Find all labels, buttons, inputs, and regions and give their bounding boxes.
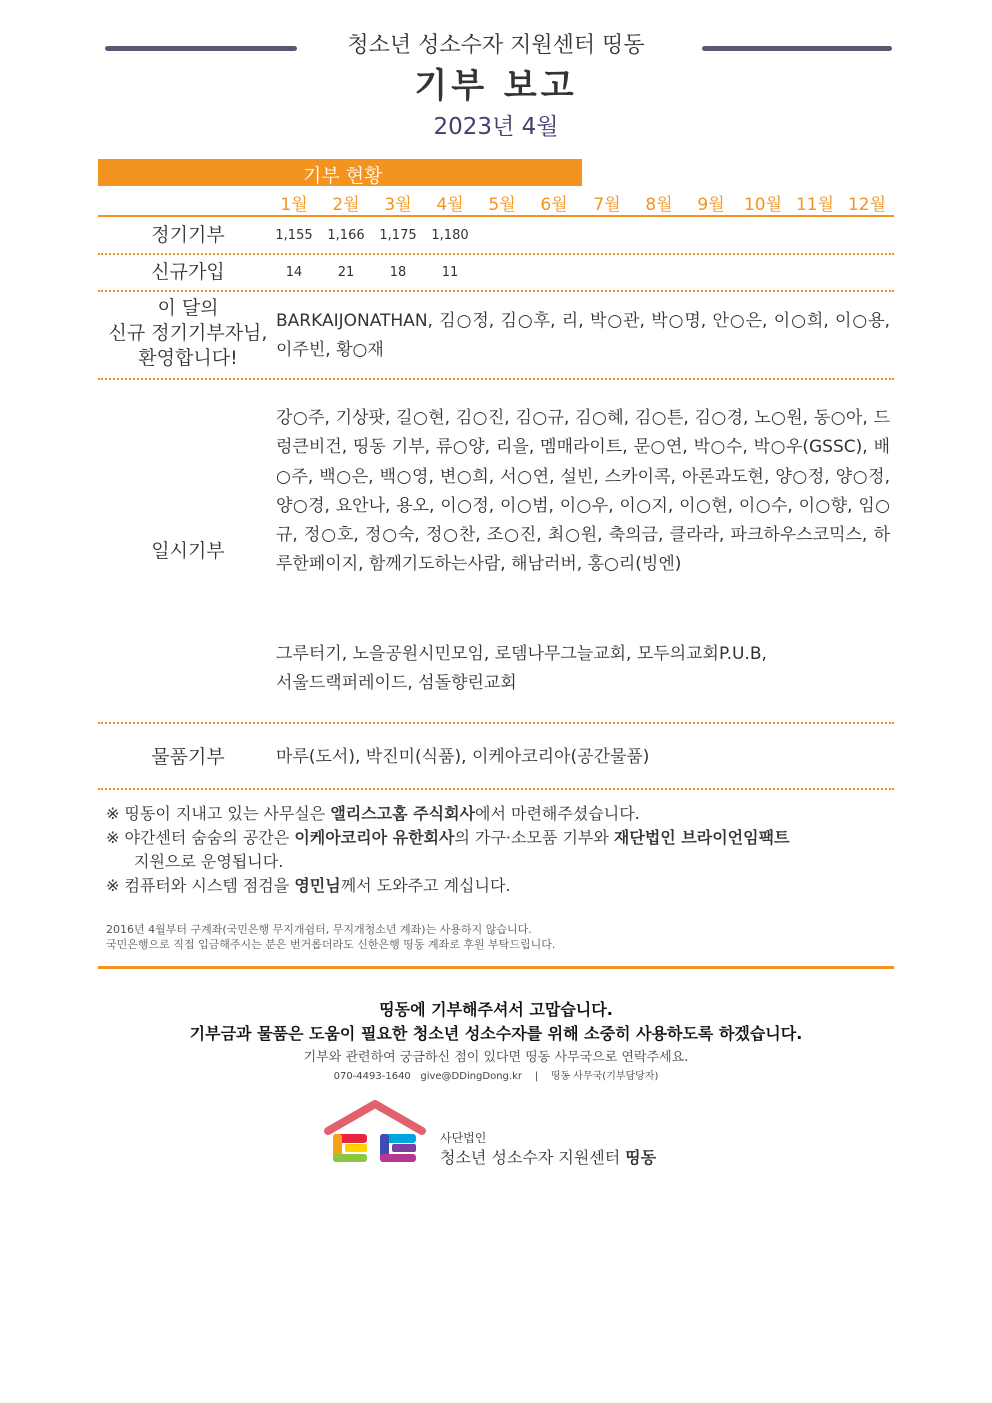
thanks-line-1: 띵동에 기부해주셔서 고맙습니다.	[379, 1000, 613, 1019]
page-title: 기부 보고	[414, 66, 578, 106]
thanks-line-2: 기부금과 물품은 도움이 필요한 청소년 성소수자를 위해 소중히 사용하도록 하겠습니다.	[189, 1024, 803, 1043]
note-office-text-end: 에서 마련해주셨습니다.	[475, 804, 640, 823]
regular-value-1: 1,155	[275, 228, 313, 243]
note-night-text: ※ 야간센터 숨숨의 공간은	[106, 828, 295, 847]
goods-text: 마루(도서), 박진미(식품), 이케아코리아(공간물품)	[276, 747, 650, 767]
regular-label: 정기기부	[151, 224, 225, 246]
table-top-rule	[98, 215, 894, 217]
month-10: 10월	[743, 195, 783, 215]
newjoin-value-1: 14	[285, 265, 303, 280]
welcome-label-line-1: 이 달의	[157, 297, 219, 319]
month-11: 11월	[795, 195, 835, 215]
welcome-label-line-3: 환영합니다!	[138, 347, 238, 369]
welcome-names: BARKAIJONATHAN, 김○정, 김○후, 리, 박○관, 박○명, 안○은, 이○희, 이○용, 이주빈, 황○재	[276, 311, 890, 361]
contact-details	[0, 1067, 992, 1082]
logo-title	[440, 1145, 656, 1168]
divider	[98, 290, 894, 292]
regular-value-3: 1,175	[379, 228, 417, 243]
office-dept: 띵동 사무국(기부담당자)	[550, 1071, 659, 1082]
divider	[98, 722, 894, 724]
month-2: 2월	[332, 195, 360, 215]
month-9: 9월	[697, 195, 725, 215]
note-night-text-mid: 의 가구·소모품 기부와	[454, 828, 614, 847]
newjoin-value-3: 18	[389, 265, 407, 280]
newjoin-value-2: 21	[337, 265, 355, 280]
month-1: 1월	[280, 195, 308, 215]
month-7: 7월	[593, 195, 621, 215]
month-12: 12월	[847, 195, 887, 215]
note-it-sponsor: 영민님	[294, 876, 341, 895]
regular-value-2: 1,166	[327, 228, 365, 243]
divider	[98, 788, 894, 790]
onetime-label: 일시기부	[151, 540, 225, 562]
account-notice-2: 국민은행으로 직접 입금해주시는 분은 번거롭더라도 신한은행 띵동 계좌로 후원 부탁드립니다.	[106, 938, 556, 951]
contact-line: 기부와 관련하여 궁금하신 점이 있다면 띵동 사무국으로 연락주세요.	[303, 1050, 689, 1065]
email-address: give@DDingDong.kr	[420, 1071, 522, 1082]
month-6: 6월	[540, 195, 568, 215]
welcome-label	[98, 296, 278, 371]
onetime-groups-line-1: 그루터기, 노을공원시민모임, 로뎀나무그늘교회, 모두의교회P.U.B,	[276, 644, 767, 664]
newjoin-value-4: 11	[441, 265, 459, 280]
note-office	[106, 802, 640, 826]
account-notice-1: 2016년 4월부터 구계좌(국민은행 무지개쉼터, 무지개청소년 계좌)는 사용하지 않습니다.	[106, 923, 532, 936]
newjoin-label: 신규가입	[151, 261, 225, 283]
footer-rule	[98, 966, 894, 969]
org-title: 청소년 성소수자 지원센터 띵동	[347, 33, 645, 58]
note-night-sponsor-1: 이케아코리아 유한회사	[294, 828, 455, 847]
note-night-center	[106, 826, 790, 850]
welcome-label-line-2: 신규 정기기부자님,	[108, 322, 268, 344]
report-period: 2023년 4월	[433, 114, 559, 140]
divider	[98, 253, 894, 255]
logo-title-text: 청소년 성소수자 지원센터	[440, 1148, 626, 1167]
note-it-support	[106, 874, 511, 898]
note-night-center-line-2: 지원으로 운영됩니다.	[134, 852, 284, 871]
regular-value-4: 1,180	[431, 228, 469, 243]
goods-label: 물품기부	[151, 746, 225, 768]
onetime-individuals: 강○주, 기상팟, 길○현, 김○진, 김○규, 김○혜, 김○튼, 김○경, 노○원, 동○아, 드렁큰비건, 띵동 기부, 류○양, 리을, 멤매라이트, 문○연, 박○수, 박○우(GSSC), 배○주, 백○은, 백○영, 변○희, 서○연, 설빈, 스카이콕, 아론과도현, 양○정, 양○정, 양○경, 요안나, 용오, 이○정, 이○범, 이○우, 이○지, 이○현, 이○수, 이○향, 임○규, 정○호, 정○숙, 정○찬, 조○진, 최○원, 축의금, 클라라, 파크하우스코믹스, 하루한페이지, 함께기도하는사람, 해남러버, 홍○리(빙엔)	[276, 408, 890, 575]
divider	[98, 378, 894, 380]
status-header-label: 기부 현황	[303, 165, 383, 187]
month-8: 8월	[645, 195, 673, 215]
separator: |	[534, 1071, 539, 1082]
onetime-groups-line-2: 서울드랙퍼레이드, 섬돌향린교회	[276, 673, 517, 693]
logo-title-brand: 띵동	[625, 1148, 657, 1167]
ddingdong-logo-icon	[322, 1098, 428, 1166]
note-night-sponsor-2: 재단법인 브라이언임팩트	[613, 828, 790, 847]
note-it-text-end: 께서 도와주고 계십니다.	[340, 876, 511, 895]
phone-number: 070-4493-1640	[333, 1071, 411, 1082]
month-3: 3월	[384, 195, 412, 215]
note-it-text: ※ 컴퓨터와 시스템 점검을	[106, 876, 295, 895]
note-office-sponsor: 앨리스고홈 주식회사	[330, 804, 475, 823]
month-4: 4월	[436, 195, 464, 215]
month-5: 5월	[488, 195, 516, 215]
logo-subtitle: 사단법인	[440, 1131, 487, 1145]
note-office-text: ※ 띵동이 지내고 있는 사무실은	[106, 804, 331, 823]
